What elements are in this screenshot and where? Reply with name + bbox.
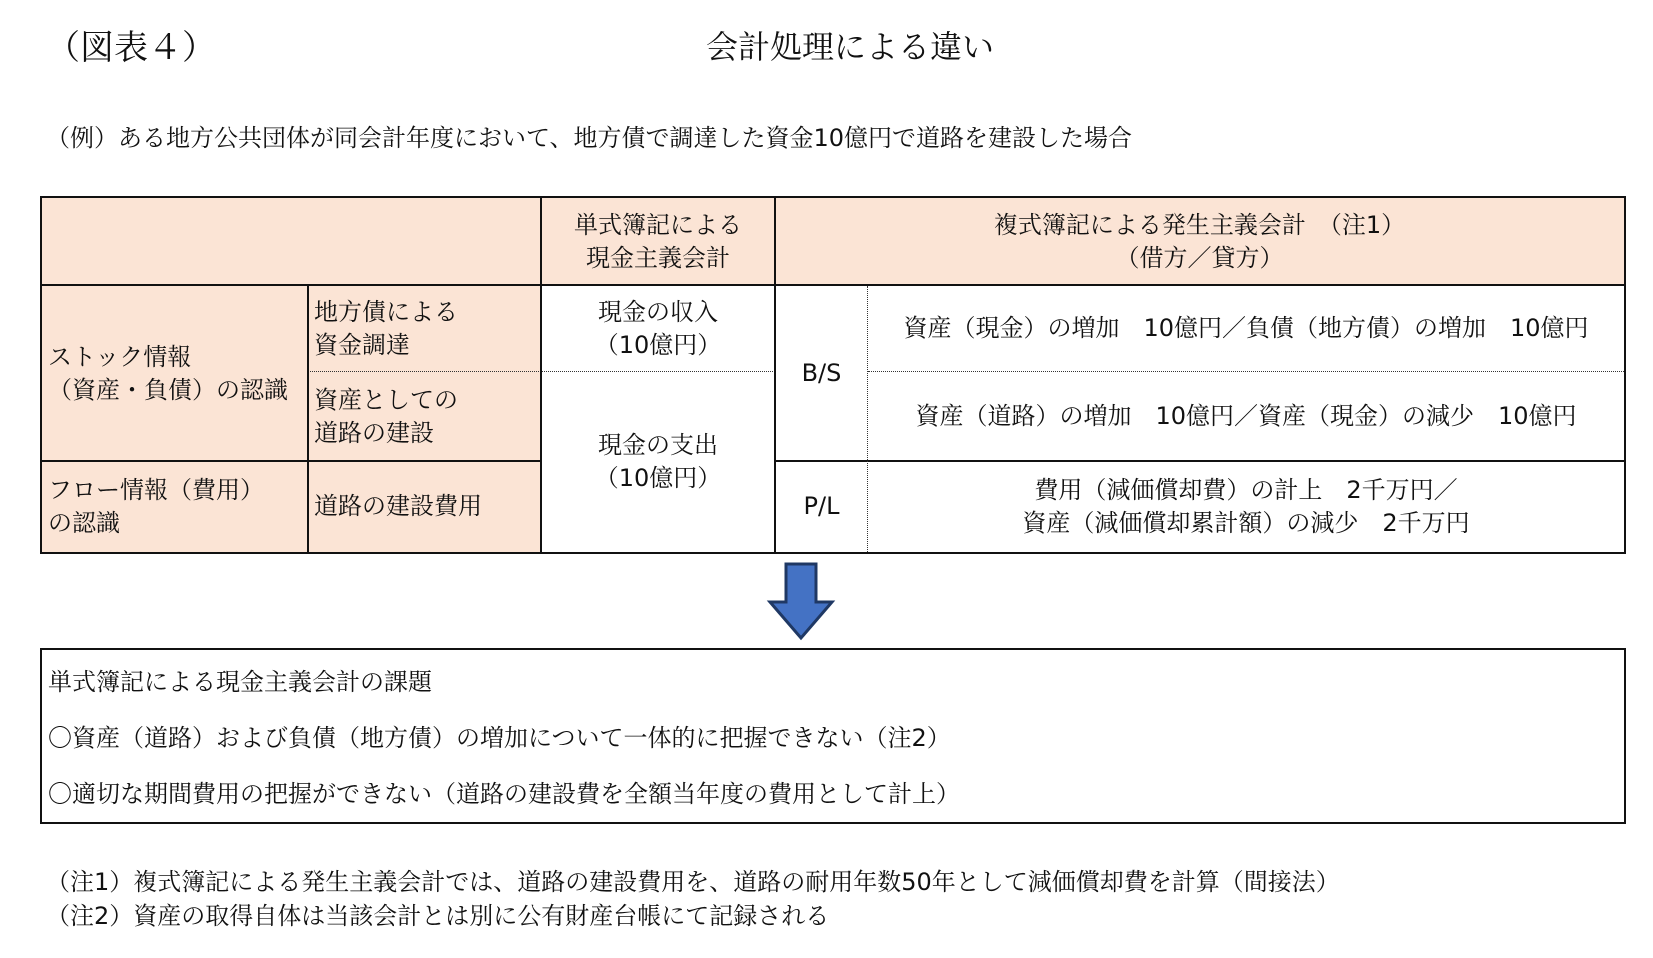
table-rule [307,286,309,552]
cash-outflow-cell: 現金の支出 （10億円） [594,430,722,492]
flow-info-label: フロー情報（費用） の認識 [42,462,308,552]
table-rule [42,460,541,462]
table-corner-cell [42,198,541,286]
row-road-construction: 資産としての 道路の建設 [308,372,541,462]
footnote-1: （注1）複式簿記による発生主義会計では、道路の建設費用を、道路の耐用年数50年として減価償却費を計算（間接法） [46,868,1340,896]
header-accrual-basis: 複式簿記による発生主義会計 （注1） （借方／貸方） [775,198,1624,286]
table-rule [540,198,542,552]
footnote-2: （注2）資産の取得自体は当該会計とは別に公有財産台帳にて記録される [46,902,830,930]
issue-item: 〇資産（道路）および負債（地方債）の増加について一体的に把握できない（注2） [48,724,951,752]
table-dotted-rule [308,371,541,372]
table-rule [774,198,776,552]
down-arrow-icon [766,562,836,642]
pl-entry-depreciation: 費用（減価償却費）の計上 2千万円／ 資産（減価償却累計額）の減少 2千万円 [1022,475,1470,537]
header-cash-basis: 単式簿記による 現金主義会計 [541,198,775,286]
comparison-table [40,196,1626,554]
figure-label: （図表４） [46,28,216,68]
issues-title: 単式簿記による現金主義会計の課題 [48,668,432,696]
issues-box [40,648,1626,824]
table-rule [775,460,1624,462]
stock-info-label: ストック情報 （資産・負債）の認識 [42,286,308,462]
row-bond-financing: 地方債による 資金調達 [308,286,541,372]
bs-entry-construction: 資産（道路）の増加 10億円／資産（現金）の減少 10億円 [915,402,1577,431]
issue-item: 〇適切な期間費用の把握ができない（道路の建設費を全額当年度の費用として計上） [48,780,960,808]
table-dotted-rule [868,371,1624,372]
bs-label: B/S [801,359,842,388]
example-text: （例）ある地方公共団体が同会計年度において、地方債で調達した資金10億円で道路を建設した場合 [46,124,1133,152]
table-rule [42,284,1624,286]
pl-label: P/L [803,492,840,521]
figure-title: 会計処理による違い [705,28,994,66]
bs-entry-financing: 資産（現金）の増加 10億円／負債（地方債）の増加 10億円 [903,314,1589,343]
cash-income-cell: 現金の収入 （10億円） [594,297,722,359]
row-construction-cost: 道路の建設費用 [308,462,541,552]
table-dotted-rule [867,286,868,552]
table-dotted-rule [541,371,775,372]
